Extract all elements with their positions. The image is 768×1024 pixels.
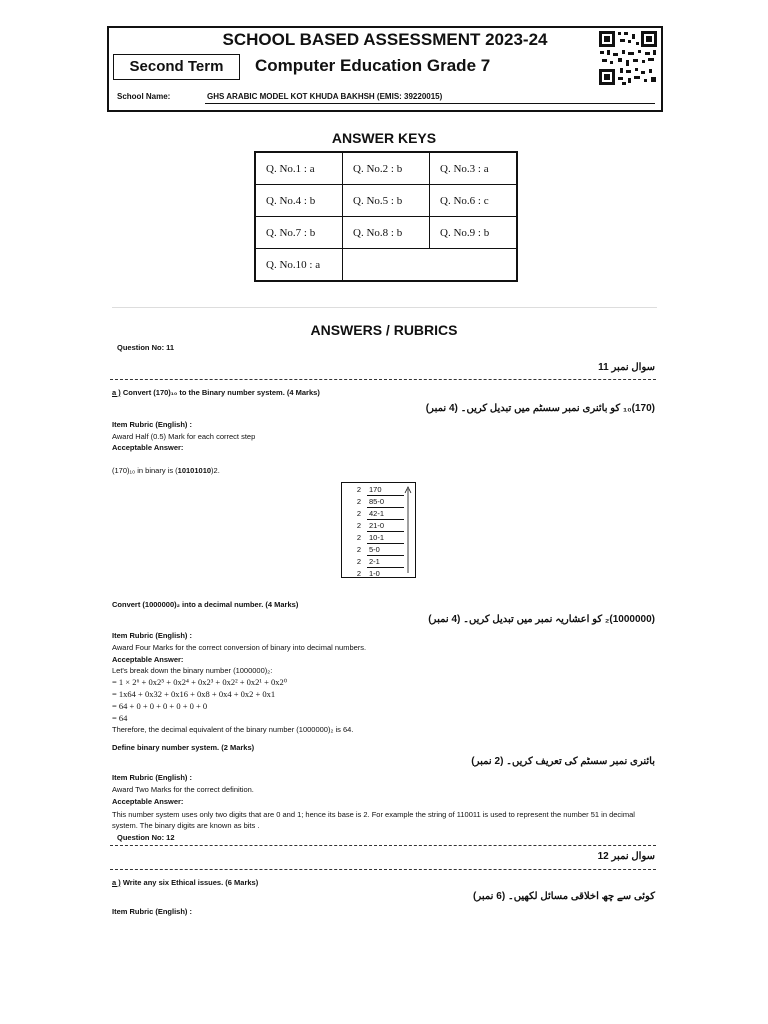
acceptable-answer-label: Acceptable Answer: xyxy=(112,797,184,806)
up-arrow-icon xyxy=(402,485,414,577)
division-row: 2 1-0 xyxy=(356,569,380,578)
question-part-label: a ) xyxy=(112,878,121,887)
answer-key-cell: Q. No.3 : a xyxy=(430,152,518,185)
acceptable-answer-text xyxy=(112,466,220,475)
term-badge: Second Term xyxy=(113,54,240,80)
table-row xyxy=(255,217,517,249)
answer-key-cell: Q. No.7 : b xyxy=(255,217,343,249)
question-a-body: Write any six Ethical issues. (6 Marks) xyxy=(122,878,259,887)
binary-division-table xyxy=(341,482,416,578)
question-b-urdu: (1000000)₂ کو اعشاریہ نمبر میں تبدیل کریں۔ (4 نمبر) xyxy=(428,614,655,625)
rubric-label: Item Rubric (English) : xyxy=(112,907,193,916)
answer-key-cell: Q. No.2 : b xyxy=(343,152,430,185)
assessment-title: SCHOOL BASED ASSESSMENT 2023-24 xyxy=(222,30,548,49)
question-c-text: Define binary number system. (2 Marks) xyxy=(112,743,255,752)
rubrics-title: ANSWERS / RUBRICS xyxy=(310,322,458,338)
school-name-value: GHS ARABIC MODEL KOT KHUDA BAKHSH (EMIS: 39220015) xyxy=(207,92,443,101)
question-number-label: Question No: 12 xyxy=(117,833,175,842)
section-divider xyxy=(112,307,657,308)
question-a-body: Convert (170)₁₀ to the Binary number system. (4 Marks) xyxy=(122,388,320,397)
answer-key-cell: Q. No.4 : b xyxy=(255,185,343,217)
question-a-urdu: کوئی سے چھ اخلاقی مسائل لکھیں۔ (6 نمبر) xyxy=(473,891,655,902)
question-a-text xyxy=(112,878,258,887)
subject-title: Computer Education Grade 7 xyxy=(255,56,491,75)
question-c-urdu: بائنری نمبر سسٹم کی تعریف کریں۔ (2 نمبر) xyxy=(471,756,655,767)
math-step: = 64 + 0 + 0 + 0 + 0 + 0 + 0 xyxy=(112,701,208,711)
answer-key-cell: Q. No.9 : b xyxy=(430,217,518,249)
question-part-label: a ) xyxy=(112,388,121,397)
school-name-underline xyxy=(205,103,655,104)
division-row: 2 21-0 xyxy=(342,520,415,532)
rubric-label: Item Rubric (English) : xyxy=(112,773,193,782)
answer-suffix: )2. xyxy=(211,466,220,475)
answer-conclusion: Therefore, the decimal equivalent of the binary number (1000000)₂ is 64. xyxy=(112,725,354,734)
math-step: = 64 xyxy=(112,713,128,723)
answer-binary-value: 10101010 xyxy=(177,466,212,475)
dashed-divider xyxy=(110,379,656,380)
division-row: 2 42-1 xyxy=(342,508,415,520)
answer-key-cell: Q. No.10 : a xyxy=(255,249,343,282)
question-a-urdu: (170)₁₀ کو بائنری نمبر سسٹم میں تبدیل کریں۔ (4 نمبر) xyxy=(425,403,655,414)
answer-key-cell: Q. No.6 : c xyxy=(430,185,518,217)
rubric-text: Award Two Marks for the correct definition. xyxy=(112,785,254,794)
division-row: 2 85-0 xyxy=(342,496,415,508)
answer-prefix: (170)₁₀ in binary is ( xyxy=(112,466,178,475)
question-number-urdu: سوال نمبر 12 xyxy=(597,851,655,862)
answer-key-cell-empty xyxy=(343,249,518,282)
question-b-text: Convert (1000000)₂ into a decimal number. (4 Marks) xyxy=(112,600,299,609)
question-a-text xyxy=(112,388,320,397)
answer-keys-title: ANSWER KEYS xyxy=(331,130,437,146)
dashed-divider xyxy=(110,845,656,846)
math-step: = 1 × 2⁶ + 0x2⁵ + 0x2⁴ + 0x2³ + 0x2² + 0x2¹ + 0x2⁰ xyxy=(112,677,288,687)
table-row xyxy=(255,185,517,217)
division-row: 2 10-1 xyxy=(342,532,415,544)
answer-keys-table xyxy=(254,151,518,282)
acceptable-answer-label: Acceptable Answer: xyxy=(112,655,184,664)
table-row xyxy=(255,152,517,185)
rubric-label: Item Rubric (English) : xyxy=(112,631,193,640)
question-number-label: Question No: 11 xyxy=(117,343,175,352)
answer-key-cell: Q. No.1 : a xyxy=(255,152,343,185)
answer-key-cell: Q. No.8 : b xyxy=(343,217,430,249)
acceptable-answer-label: Acceptable Answer: xyxy=(112,443,184,452)
math-step: = 1x64 + 0x32 + 0x16 + 0x8 + 0x4 + 0x2 + 0x1 xyxy=(112,689,276,699)
definition-answer: This number system uses only two digits that are 0 and 1; hence its base is 2. For example the string of 110011 is used to represent the number 51 in decimal system. The binary digits are known as bits . xyxy=(112,810,635,830)
division-row: 2 170 xyxy=(342,484,415,496)
rubric-label: Item Rubric (English) : xyxy=(112,420,193,429)
question-number-urdu: سوال نمبر 11 xyxy=(598,362,655,373)
dashed-divider xyxy=(110,869,656,870)
division-row: 2 2-1 xyxy=(342,556,415,568)
qr-code-icon xyxy=(598,30,658,86)
table-row xyxy=(255,249,517,282)
answer-key-cell: Q. No.5 : b xyxy=(343,185,430,217)
rubric-text: Award Half (0.5) Mark for each correct step xyxy=(112,432,256,441)
rubric-text: Award Four Marks for the correct conversion of binary into decimal numbers. xyxy=(112,643,367,652)
answer-intro: Let's break down the binary number (1000000)₂: xyxy=(112,666,273,675)
school-name-label: School Name: xyxy=(117,92,171,101)
division-row: 2 5-0 xyxy=(342,544,415,556)
